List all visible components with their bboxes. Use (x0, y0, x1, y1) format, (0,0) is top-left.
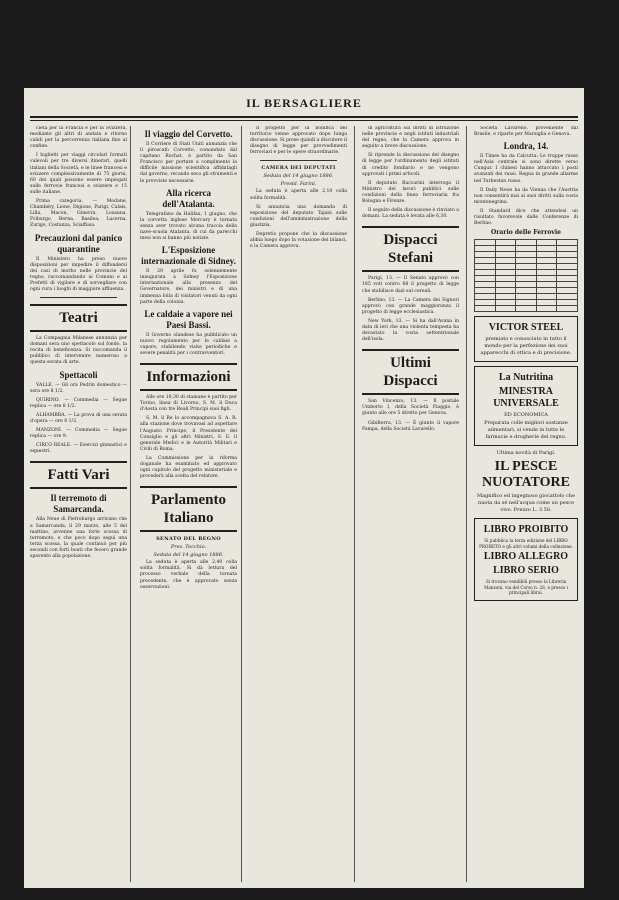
paragraph: La Compagnia Milanese annunzia per domani sera uno spettacolo sul fondo, la recita di beneficenza. Si raccomanda il pubblico di intervenire numeroso a questa serata di arte. (30, 336, 127, 366)
headline-caldaie: Le caldaie a vapore nei Paesi Bassi. (144, 308, 233, 330)
paragraph: Il Corriere di Stati Uniti annunzia che il piroscafo Corvetto, comandato dal capitano Rochat, è partito da San Francisco per portare a compimento la difficile missione scientifica affidatagli dal governo, recando seco gli strumenti e le provviste necessarie. (140, 142, 237, 184)
divider (40, 297, 117, 298)
paragraph: Società Lavarello, proveniente dal Brasile, e riparte per Marsiglia e Genova. (474, 126, 578, 138)
paragraph: Telegrafano da Halifax, 1 giugno, che la corvetta inglese Mercury è tornata senza aver trovato alcuna traccia della nave-scuola Atalanta, di cui da parecchi mesi non si hanno più notizie. (140, 211, 237, 242)
paragraph: Si riprende la discussione del disegno di legge per l'ordinamento degli istituti di credito fondiario e ne vengono approvati i primi articoli. (362, 153, 459, 177)
timetable-cell (475, 306, 496, 312)
ad-text: Preparata colle migliori sostanze alimentari, si vende in tutte le farmacie e drogherie del regno. (484, 420, 568, 441)
timetable-cell (495, 306, 516, 312)
timetable-row (475, 306, 578, 312)
paragraph: I biglietti per viaggi circolari formati valevoli per tre diversi itinerari, quelli italiani della Società, e le linee francesi e svizzere complessivamente di 75 giorni, 60 dei quali possono essere impiegati sulle ferrovie francesi e svizzere e 15 sulle italiane. (30, 153, 127, 195)
ad-victor-steel (474, 316, 578, 362)
ad-libri (474, 518, 578, 601)
column-2 (140, 126, 237, 882)
camera-presidenza: Presid. Farini. (280, 181, 317, 188)
paragraph: Prima categoria. — Modane, Chambéry, Lione, Digione, Parigi, Calais, Lilla, Macon, Ginevra, Losanna, Friburgo, Berna, Basilea, Lucerna, Zurigo, Costanza, Sciaffusa. (30, 199, 127, 229)
ad-title: VICTOR STEEL (488, 322, 564, 334)
ad-title: La Nutritina (498, 372, 554, 384)
masthead: IL BERSAGLIERE (246, 96, 362, 110)
column-separator (130, 126, 131, 882)
masthead-rule (30, 116, 578, 118)
paragraph: Il 29 aprile fu solennemente inaugurata a Sidney l'Esposizione internazionale alla presenza del Governatore, dei ministri e di una immensa folla di visitatori venuti da ogni parte della colonia. (140, 269, 237, 305)
ad-title: MINESTRA UNIVERSALE (493, 386, 559, 410)
paragraph: Il deputato Baccarini interroga il Ministro dei lavori pubblici sulle condizioni della linea ferroviaria fra Bologna e Firenze. (362, 180, 459, 205)
column-1 (30, 126, 127, 882)
camera-label: CAMERA DEI DEPUTATI (261, 165, 336, 172)
presidenza-label: Pres. Tecchio. (170, 544, 207, 551)
listing: ALHAMBRA. — La prova di una serata d'opera — ore 8 1/2. (30, 412, 127, 424)
headline-informazioni: Informazioni (140, 363, 237, 391)
paragraph: Il Ministero ha preso nuove disposizioni per impedire il diffondersi dei casi di morbo nelle provincie del regno, raccomandando ai Comuni e ai Prefetti di vigilare e di sorvegliare con ogni cura i luoghi di maggiore affluenza. (30, 256, 127, 292)
paragraph: Il Daily News ha da Vienna che l'Austria non consentirà mai ai suoi diritti sulla costa montenegrina. (474, 187, 578, 205)
paragraph: La seduta è aperta alle 2,10 colla solita formalità. (250, 189, 347, 201)
headline-ultimi-dispacci: Ultimi Dispacci (362, 349, 459, 395)
ad-text: Magnifico ed ingegnoso giocattolo che nuota da sé nell'acqua come un pesce vivo. Prezzo L. 3.50. (477, 493, 575, 514)
ad-nutritina (474, 366, 578, 446)
ad-text: Si trovano vendibili presso la Libreria Manzoni, via del Corso n. 28, e presso i principali librai. (484, 579, 568, 596)
headline-teatri: Teatri (30, 304, 127, 332)
dispatch: Parigi, 13. — Il Senato approvò con 185 voti contro 68 il progetto di legge che stabilisce dazi sui cereali. (362, 276, 459, 294)
orario-title: Orario delle Ferrovie (491, 229, 561, 237)
ad-text: premiato e conosciuto in tutto il mondo per la perfezione dei suoi apparecchi di ottica e di precisione. (480, 336, 572, 357)
headline-spettacoli: Spettacoli (59, 369, 98, 380)
listing: VALLE. — Gli ora Pedrin domestico — sera ore 8 1/2. (30, 382, 127, 394)
headline-corvetto: Il viaggio del Corvetto. (144, 129, 233, 139)
paragraph: cietà per la Francia e per la Svizzera, mediante gli altri di andata e ritorno validi per la percorrenza italiana fino al confine. (30, 126, 127, 150)
headline-parlamento: Parlamento Italiano (140, 486, 237, 532)
dispatch: Gibilterra, 13. — È giunto il vapore Pampa, della Società Lavarello. (362, 420, 459, 432)
headline-terremoto: Il terremoto di Samarcanda. (50, 493, 107, 515)
headline-precauzioni: Precauzioni dal panico quarantine (34, 232, 123, 254)
camera-seduta: Seduta del 14 giugno 1886. (263, 173, 334, 180)
timetable-cell (536, 306, 557, 312)
divider (260, 160, 337, 161)
listing: CIRCO REALE. — Esercizi ginnastici e equestri. (30, 443, 127, 455)
newspaper-page (24, 88, 584, 888)
ad-pesce-nuotatore: IL PESCE NUOTATORE (482, 459, 570, 491)
dispatch: Berlino, 13. — La Camera dei Signori approvò con grande maggioranza il progetto di legge ecclesiastica. (362, 297, 459, 315)
senato-label: SENATO DEL REGNO (156, 536, 221, 543)
column-3 (250, 126, 347, 882)
column-separator (466, 126, 467, 882)
ad-subtitle: ED ECONOMICA (504, 412, 548, 419)
paragraph: Alle ore 10,30 di stamane è partito per Torino, linea di Livorno, S. M. il Duca d'Aosta con tre Reali Principi suoi figli. (140, 395, 237, 413)
headline-londra: Londra, 14. (503, 141, 549, 152)
column-4 (362, 126, 459, 882)
paragraph: Si annuncia una domanda di esposizione del deputato Tajani sulle condizioni dell'amministrazione della giustizia. (250, 204, 347, 228)
timetable-cell (557, 306, 578, 312)
headline-esposizione: L'Esposizione internazionale di Sidney. (141, 245, 236, 267)
seduta-label: Seduta del 14 giugno 1886. (153, 552, 224, 559)
paragraph: La seduta è aperta alle 2,40 colla solita formalità. Si dà lettura del processo verbale della tornata precedente, che è approvato senza osservazioni. (140, 560, 237, 590)
ad-title: LIBRO ALLEGRO (483, 551, 569, 563)
paragraph: di agricoltura sui diritti di istruzione nelle provincie e negli istituti industriali del regno, che la Camera approva in seguito a breve discussione. (362, 126, 459, 150)
listing: QUIRINO. — Commedia — Segue replica — ore 8 1/2. (30, 397, 127, 409)
headline-atalanta: Alla ricerca dell'Atalanta. (162, 187, 215, 209)
column-separator (354, 126, 355, 882)
paragraph: La Commissione per la riforma doganale ha esaminato ed approvato ogni capitolo del progetto ministeriale e procederà alla scelta del relatore. (140, 455, 237, 480)
headline-fatti-vari: Fatti Vari (30, 461, 127, 489)
paragraph: Alla Neue di Pietroburgo arrivano che a Samarcanda, il 29 marzo, alle 5 del mattino, avvenne una forte scossa di terremoto, e che poco dopo seguì una terza scossa, la quale continuò per più secondi con forti boati che fecero grande spavento alla popolazione. (30, 517, 127, 560)
ad-title: LIBRO PROIBITO (483, 524, 569, 536)
column-5 (474, 126, 578, 882)
ad-text: Si pubblica la terza edizione del LIBRO PROIBITO e gli altri volumi della collezione. (479, 538, 573, 549)
column-separator (241, 126, 242, 882)
dispatch: New York, 13. — Si ha dall'Avana in data di ieri che una violenta tempesta ha devastato la costa settentrionale dell'isola. (362, 318, 459, 343)
dispatch: San Vincenzo, 13. — Il postale Umberto I, della Società Piaggio, è giunto alle ore 5 diretto per Genova. (362, 399, 459, 417)
timetable-cell (516, 306, 537, 312)
ad-title: LIBRO SERIO (493, 565, 559, 577)
paragraph: Il seguito della discussione è rinviato a domani. La seduta è levata alle 6,30. (362, 208, 459, 220)
listing: MANZONI. — Commedia — Segue replica — ore 9. (30, 428, 127, 440)
paragraph: Il progetto per la bonifica del territorio venne approvato dopo lunga discussione. Si prese quindi a discutere il disegno di legge per provvedimenti ferroviari e per le opere straordinarie. (250, 126, 347, 156)
ad-tagline: Ultima novità di Parigi. (496, 450, 556, 457)
paragraph: Il Times ha da Calcutta: Le truppe russe nell'Asia centrale si sono dirette verso Cungur. I chinesi hanno attaccato i posti avanzati dei russi. Regna in grande allarme nel Turkestan russo. (474, 154, 578, 184)
paragraph: Depretis propone che la discussione abbia luogo dopo la votazione dei bilanci, e la Camera approva. (250, 232, 347, 250)
paragraph: Il Governo olandese ha pubblicato un nuovo regolamento per le caldaie a vapore, stabilendo visite periodiche e severe penalità per i contravventori. (140, 332, 237, 356)
headline-dispacci-stefani: Dispacci Stefani (362, 226, 459, 272)
masthead-rule-thin (30, 120, 578, 121)
paragraph: S. M. il Re lo accompagnava S. A. R. alla stazione dove trovavasi ad aspettare l'Augusto Principe, il Presidente del Consiglio e gli altri Ministri, S. E. il generale Medici e le Autorità Militari e Civili di Roma. (140, 416, 237, 452)
paragraph: Il Standard dice che attendesi un risultato favorevole dalle Conferenze di Berlino. (474, 208, 578, 227)
railway-timetable (474, 239, 578, 312)
